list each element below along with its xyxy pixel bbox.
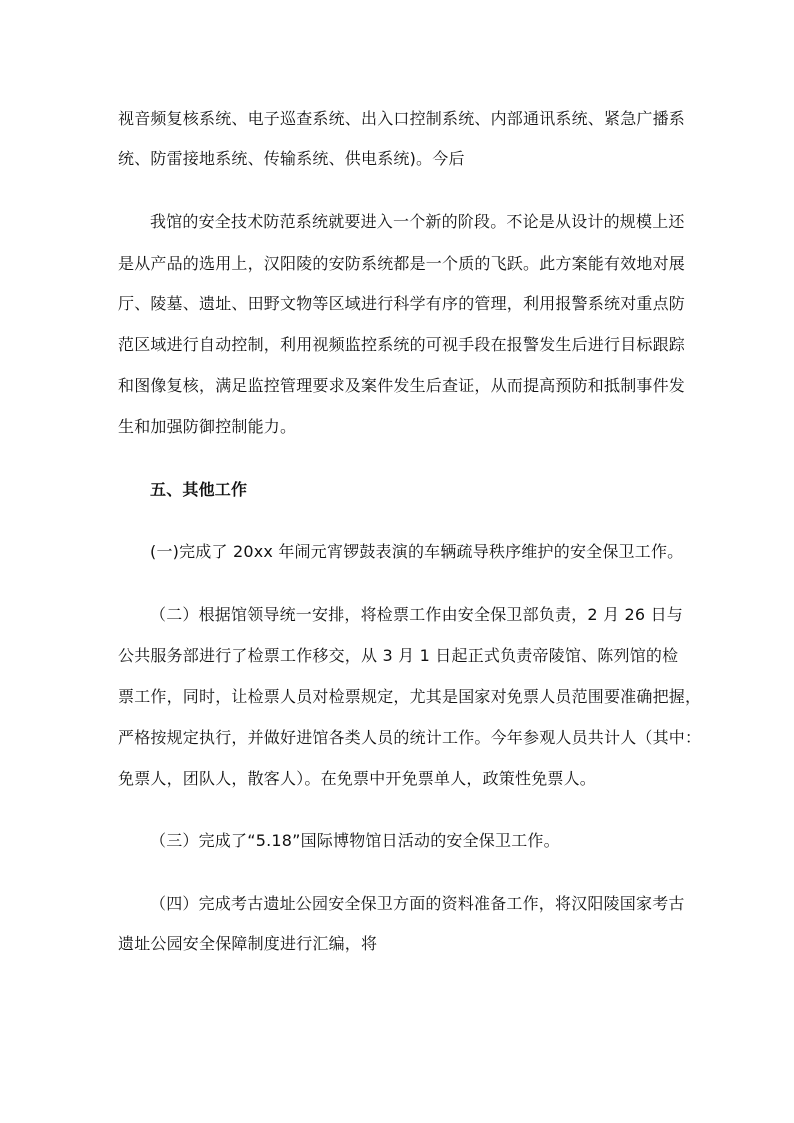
paragraph-line: （二）根据馆领导统一安排，将检票工作由安全保卫部负责，2 月 26 日与 [150,605,683,624]
paragraph-line: 统、防雷接地系统、传输系统、供电系统)。今后 [118,149,465,168]
paragraph-line: （三）完成了“5.18”国际博物馆日活动的安全保卫工作。 [150,831,560,850]
paragraph-line: 范区域进行自动控制，利用视频监控系统的可视手段在报警发生后进行目标跟踪 [118,335,686,354]
paragraph-line: 是从产品的选用上，汉阳陵的安防系统都是一个质的飞跃。此方案能有效地对展 [118,254,686,273]
paragraph-line: 和图像复核，满足监控管理要求及案件发生后查证，从而提高预防和抵制事件发 [118,376,686,395]
paragraph-line: 票工作，同时，让检票人员对检票规定，尤其是国家对免票人员范围要准确把握， [118,687,702,706]
section-heading: 五、其他工作 [150,480,248,499]
paragraph-line: 我馆的安全技术防范系统就要进入一个新的阶段。不论是从设计的规模上还 [150,212,685,231]
paragraph-line: （四）完成考古遗址公园安全保卫方面的资料准备工作，将汉阳陵国家考古 [150,894,685,913]
paragraph-line: 公共服务部进行了检票工作移交，从 3 月 1 日起正式负责帝陵馆、陈列馆的检 [118,646,679,665]
paragraph-line: 生和加强防御控制能力。 [118,417,297,436]
paragraph-line: 免票人，团队人，散客人）。在免票中开免票单人，政策性免票人。 [118,769,597,788]
paragraph-line: 厅、陵墓、遗址、田野文物等区域进行科学有序的管理，利用报警系统对重点防 [118,294,686,313]
paragraph-line: (一)完成了 20xx 年闹元宵锣鼓表演的车辆疏导秩序维护的安全保卫工作。 [150,542,684,561]
paragraph-line: 视音频复核系统、电子巡查系统、出入口控制系统、内部通讯系统、紧急广播系 [118,109,686,128]
paragraph-line: 严格按规定执行，并做好进馆各类人员的统计工作。今年参观人员共计人（其中： [118,728,702,747]
paragraph-line: 遗址公园安全保障制度进行汇编，将 [118,934,378,953]
